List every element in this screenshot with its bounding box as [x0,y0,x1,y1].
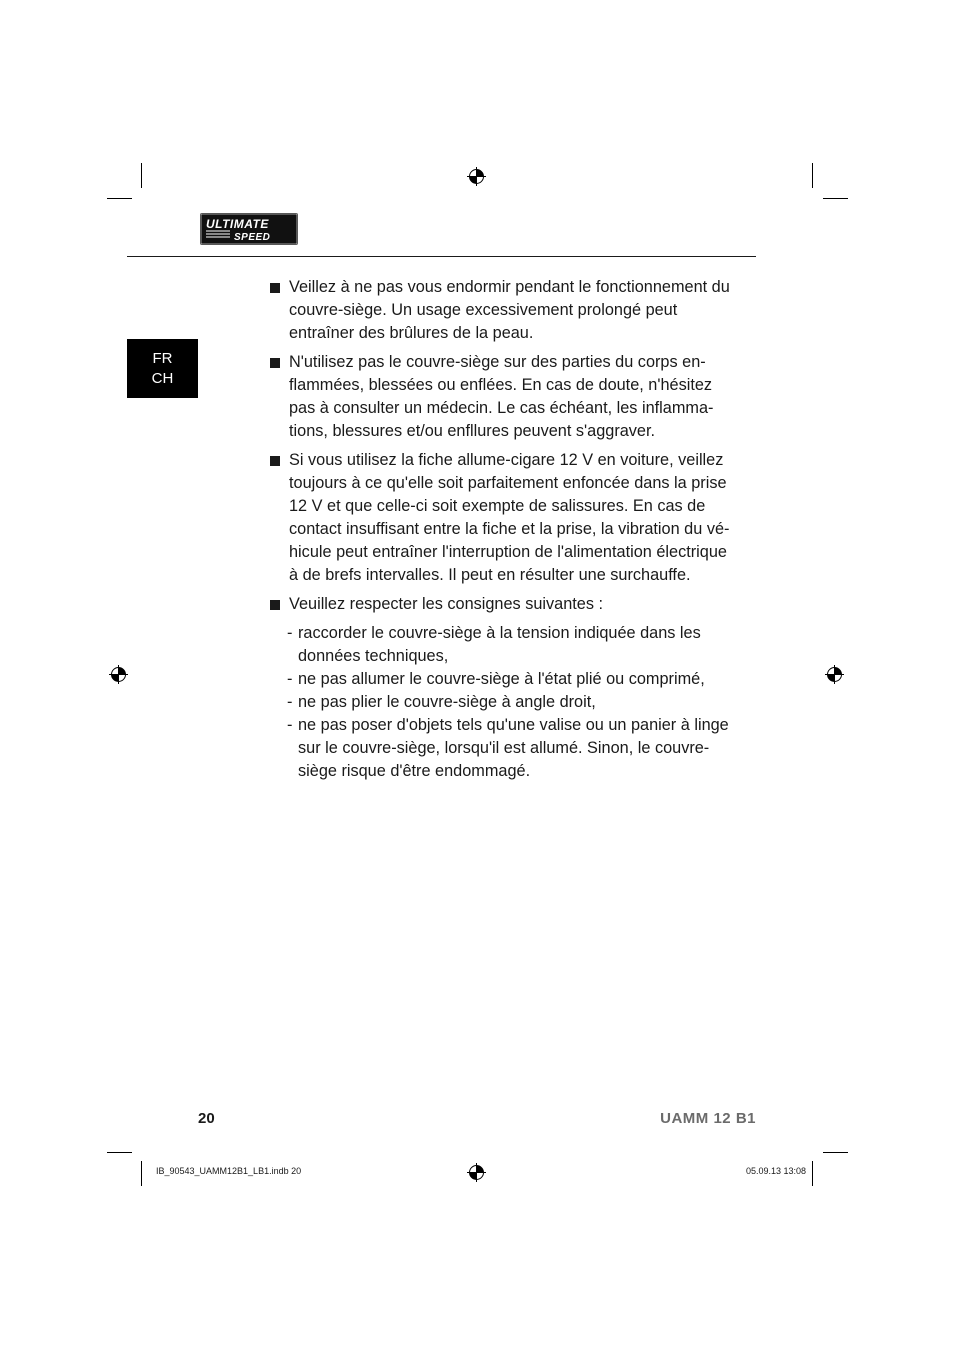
square-bullet-icon [270,600,280,610]
logo-line2: SPEED [234,232,271,243]
sub-list-item-text: ne pas allumer le couvre-siège à l'état plié ou comprimé, [298,670,705,688]
header-rule [127,256,756,257]
dash-marker: - [287,716,293,734]
crop-mark [812,163,813,188]
print-date: 05.09.13 13:08 [745,1166,806,1176]
crop-mark [823,1152,848,1153]
crop-mark [141,163,142,188]
crop-mark [823,198,848,199]
language-tab [127,339,198,398]
brand-logo [200,213,298,245]
list-item [270,449,740,587]
registration-mark-icon [109,665,128,684]
crop-mark [107,1152,132,1153]
sub-list [270,622,740,783]
crop-mark [141,1161,142,1186]
list-item-text: N'utilisez pas le couvre-siège sur des parties du corps en-flammées, blessées ou enflées. En cas de doute, n'hésitez pas à consulter un médecin. Le cas échéant, les inflamma-tions, blessures et/ou enfllures peuvent s'aggraver. [289,353,714,440]
sub-list-item [270,714,740,783]
sub-list-item [270,691,740,714]
logo-line1: ULTIMATE [206,217,269,231]
square-bullet-icon [270,283,280,293]
sub-list-item-text: ne pas poser d'objets tels qu'une valise ou un panier à linge sur le couvre-siège, lorsqu'il est allumé. Sinon, le couvre-siège risque d'être endommagé. [298,716,729,780]
language-code-ch: CH [151,369,174,387]
list-item-text: Veuillez respecter les consignes suivantes : [289,595,604,613]
crop-mark [812,1161,813,1186]
language-code-fr: FR [152,349,173,367]
registration-mark-icon [467,167,486,186]
safety-instructions [270,276,740,783]
sub-list-item [270,668,740,691]
page-number: 20 [198,1110,215,1127]
registration-mark-icon [825,665,844,684]
print-file-name: IB_90543_UAMM12B1_LB1.indb 20 [156,1166,302,1176]
list-item-text: Si vous utilisez la fiche allume-cigare 12 V en voiture, veillez toujours à ce qu'elle soit parfaitement enfoncée dans la prise 12 V et que celle-ci soit exempte de salissures. En cas de contact insuffisant entre la fiche et la prise, la vibration du vé-hicule peut entraîner l'interruption de l'alimentation électrique à de brefs intervalles. Il peut en résulter une surchauffe. [289,451,730,584]
dash-marker: - [287,670,293,688]
list-item [270,593,740,616]
dash-marker: - [287,624,293,642]
model-number: UAMM 12 B1 [660,1110,756,1127]
sub-list-item-text: ne pas plier le couvre-siège à angle droit, [298,693,596,711]
list-item [270,276,740,345]
crop-mark [107,198,132,199]
square-bullet-icon [270,456,280,466]
sub-list-item-text: raccorder le couvre-siège à la tension indiquée dans les données techniques, [298,624,701,665]
sub-list-item [270,622,740,668]
list-item-text: Veillez à ne pas vous endormir pendant le fonctionnement du couvre-siège. Un usage excessivement prolongé peut entraîner des brûlures de la peau. [289,278,730,342]
dash-marker: - [287,693,293,711]
square-bullet-icon [270,358,280,368]
registration-mark-icon [467,1163,486,1182]
list-item [270,351,740,443]
